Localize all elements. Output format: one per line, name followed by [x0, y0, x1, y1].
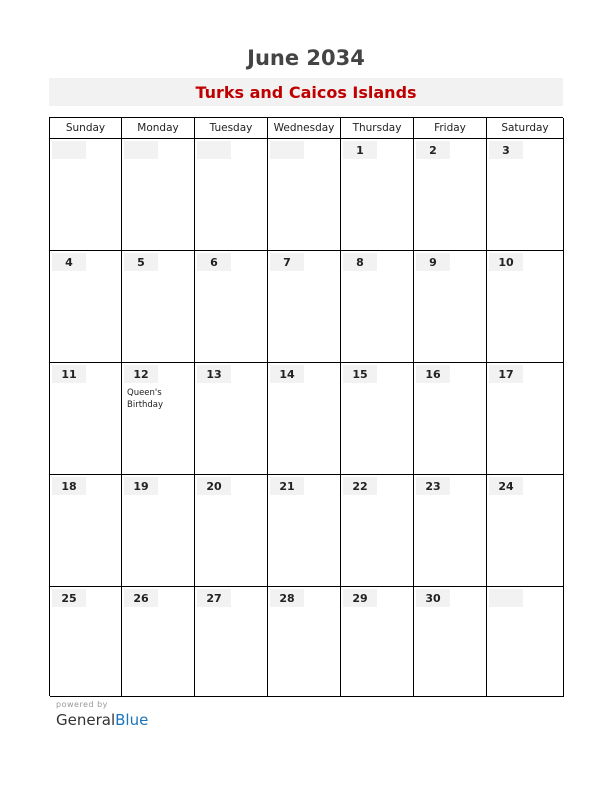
day-number: 9	[429, 256, 437, 269]
day-cell[interactable]	[414, 587, 487, 697]
day-cell[interactable]	[487, 363, 564, 475]
day-number: 29	[352, 592, 368, 605]
day-cell[interactable]	[50, 587, 122, 697]
weekday-header: Wednesday	[268, 118, 341, 139]
day-number: 11	[61, 368, 77, 381]
day-number: 10	[498, 256, 514, 269]
day-number: 26	[133, 592, 149, 605]
day-number: 24	[498, 480, 514, 493]
day-number-box	[124, 589, 158, 607]
weekday-header: Sunday	[50, 118, 122, 139]
day-cell[interactable]	[414, 251, 487, 363]
day-number: 17	[498, 368, 514, 381]
day-number-box	[343, 589, 377, 607]
weekday-header: Thursday	[341, 118, 414, 139]
day-number: 28	[279, 592, 295, 605]
day-cell[interactable]	[50, 251, 122, 363]
day-number-box	[270, 141, 304, 159]
day-cell[interactable]	[487, 475, 564, 587]
day-number-box	[124, 141, 158, 159]
day-number-box	[124, 253, 158, 271]
day-number: 18	[61, 480, 77, 493]
day-number-box	[197, 365, 231, 383]
day-number: 15	[352, 368, 368, 381]
footer	[56, 700, 148, 729]
day-number-box	[343, 141, 377, 159]
day-number-box	[270, 589, 304, 607]
day-number: 20	[206, 480, 222, 493]
day-number: 22	[352, 480, 368, 493]
day-number: 12	[133, 368, 149, 381]
day-number-box	[52, 253, 86, 271]
day-cell[interactable]	[341, 475, 414, 587]
country-name: Turks and Caicos Islands	[195, 83, 417, 102]
day-number: 5	[137, 256, 145, 269]
day-number: 1	[356, 144, 364, 157]
day-cell[interactable]	[487, 587, 564, 697]
brand-blue: Blue	[115, 711, 149, 729]
day-cell[interactable]	[487, 139, 564, 251]
day-number: 30	[425, 592, 441, 605]
day-number-box	[270, 477, 304, 495]
day-number: 21	[279, 480, 295, 493]
day-number-box	[124, 477, 158, 495]
day-number: 13	[206, 368, 222, 381]
day-number-box	[416, 365, 450, 383]
day-number-box	[489, 141, 523, 159]
day-number-box	[52, 365, 86, 383]
day-cell[interactable]	[195, 587, 268, 697]
generalblue-logo[interactable]	[56, 711, 148, 729]
day-cell[interactable]	[50, 475, 122, 587]
weekday-header: Saturday	[487, 118, 564, 139]
day-number-box	[52, 141, 86, 159]
day-number: 2	[429, 144, 437, 157]
day-number: 4	[65, 256, 73, 269]
day-cell[interactable]	[341, 251, 414, 363]
day-number-box	[270, 253, 304, 271]
day-number-box	[416, 477, 450, 495]
day-number: 16	[425, 368, 441, 381]
day-number-box	[489, 365, 523, 383]
day-number: 8	[356, 256, 364, 269]
day-number-box	[52, 477, 86, 495]
day-number-box	[52, 589, 86, 607]
day-cell[interactable]	[268, 139, 341, 251]
day-cell[interactable]	[122, 363, 195, 475]
day-number-box	[343, 365, 377, 383]
brand-general: General	[56, 711, 116, 729]
day-number-box	[489, 253, 523, 271]
day-number: 19	[133, 480, 149, 493]
day-cell[interactable]	[195, 251, 268, 363]
country-banner	[49, 78, 563, 106]
day-number: 25	[61, 592, 77, 605]
day-number-box	[416, 253, 450, 271]
day-number-box	[416, 141, 450, 159]
day-number-box	[197, 141, 231, 159]
day-cell[interactable]	[122, 587, 195, 697]
day-number-box	[416, 589, 450, 607]
day-cell[interactable]	[195, 475, 268, 587]
day-number: 6	[210, 256, 218, 269]
day-number-box	[489, 477, 523, 495]
day-cell[interactable]	[487, 251, 564, 363]
holiday-label: Queen's Birthday	[127, 388, 164, 410]
day-number-box	[343, 477, 377, 495]
day-number: 27	[206, 592, 222, 605]
day-number-box	[197, 477, 231, 495]
day-cell[interactable]	[268, 587, 341, 697]
day-cell[interactable]	[414, 139, 487, 251]
day-cell[interactable]	[195, 363, 268, 475]
day-cell[interactable]	[50, 363, 122, 475]
day-cell[interactable]	[414, 475, 487, 587]
day-number-box	[197, 253, 231, 271]
day-number: 23	[425, 480, 441, 493]
day-number: 14	[279, 368, 295, 381]
day-number-box	[124, 365, 158, 383]
day-number: 3	[502, 144, 510, 157]
day-number: 7	[283, 256, 291, 269]
day-number-box	[343, 253, 377, 271]
day-cell[interactable]	[122, 139, 195, 251]
day-cell[interactable]	[341, 363, 414, 475]
day-number-box	[197, 589, 231, 607]
weekday-header: Tuesday	[195, 118, 268, 139]
day-cell[interactable]	[268, 363, 341, 475]
day-cell[interactable]	[341, 587, 414, 697]
day-number-box	[270, 365, 304, 383]
day-cell[interactable]	[122, 251, 195, 363]
calendar-grid	[49, 117, 563, 696]
weekday-header: Friday	[414, 118, 487, 139]
day-cell[interactable]	[268, 251, 341, 363]
day-cell[interactable]	[195, 139, 268, 251]
page-title: June 2034	[247, 46, 365, 70]
day-number-box	[489, 589, 523, 607]
day-cell[interactable]	[268, 475, 341, 587]
weekday-header: Monday	[122, 118, 195, 139]
day-cell[interactable]	[50, 139, 122, 251]
powered-by-text: powered by	[56, 700, 108, 709]
day-cell[interactable]	[414, 363, 487, 475]
day-cell[interactable]	[122, 475, 195, 587]
day-cell[interactable]	[341, 139, 414, 251]
